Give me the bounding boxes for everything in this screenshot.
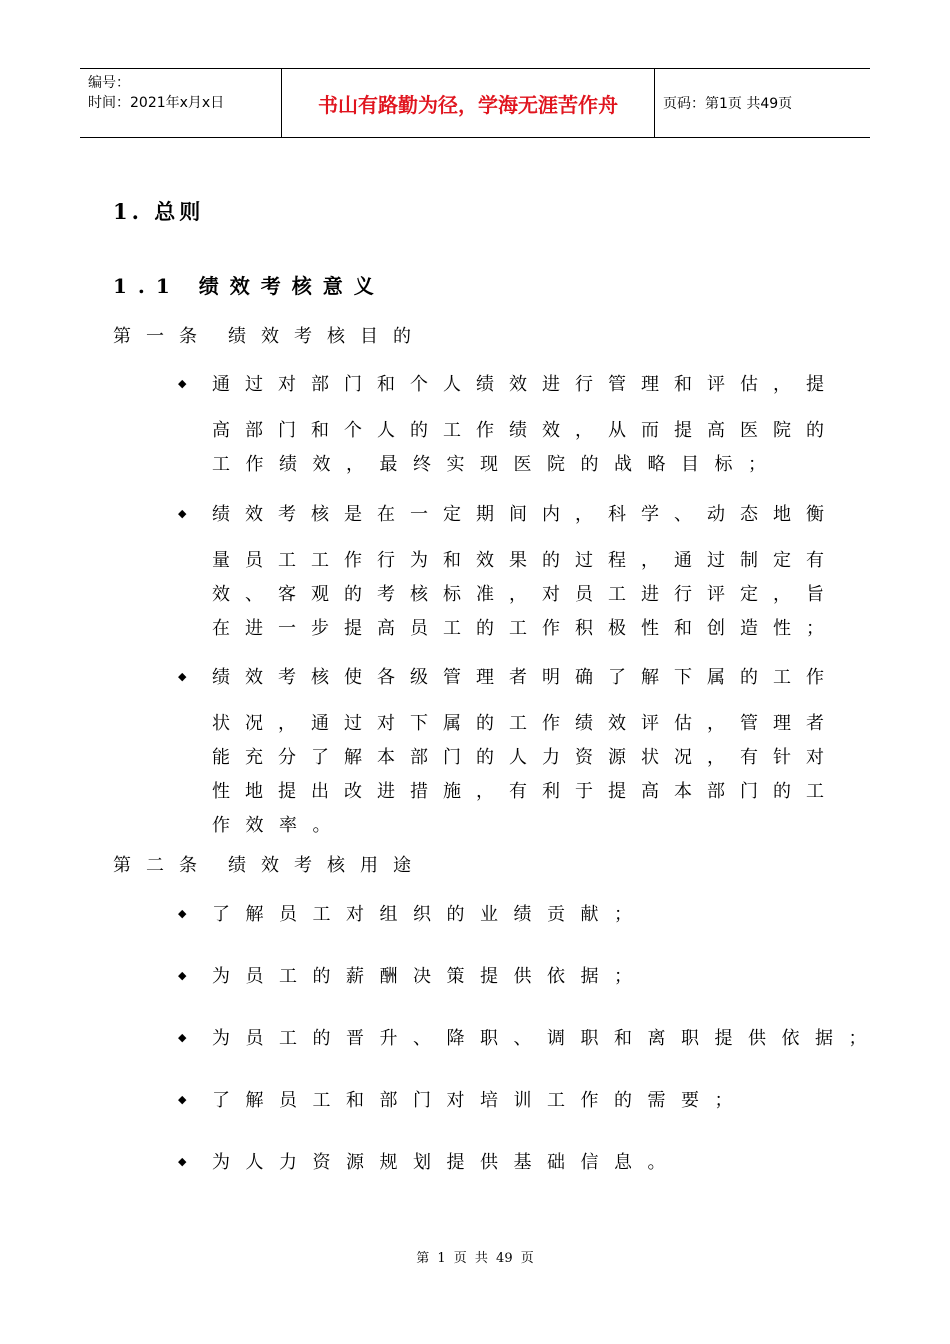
article-1-prefix: 第一条: [113, 326, 212, 347]
header-meta: [80, 69, 282, 137]
article-2-heading: [113, 851, 426, 877]
number-label: 编号：: [88, 75, 130, 91]
header-page-label: 页码：第1页 共49页: [663, 96, 793, 112]
time-label: 时间：2021年x月x日: [88, 95, 225, 111]
article-2-prefix: 第二条: [113, 855, 212, 876]
bullet-icon: ◆: [178, 969, 187, 982]
article-1-bullet-3-line-1: 绩效考核使各级管理者明确了解下属的工作: [212, 667, 824, 688]
bullet-icon: ◆: [178, 1031, 187, 1044]
section-title: 1. 总则: [113, 199, 205, 224]
bullet-icon: ◆: [178, 1093, 187, 1106]
article-1-bullet-3-line-5: 作效率。: [212, 815, 346, 836]
article-1-bullet-1-line-2: 高部门和个人的工作绩效，从而提高医院的: [212, 420, 824, 441]
article-1-bullet-3-line-3: 能充分了解本部门的人力资源状况，有针对: [212, 747, 824, 768]
article-2-bullet-4: 了解员工和部门对培训工作的需要；: [212, 1090, 748, 1111]
bullet-icon: ◆: [178, 1155, 187, 1168]
article-1-heading: [113, 322, 426, 348]
article-1-bullet-2-line-3: 效、客观的考核标准，对员工进行评定，旨: [212, 584, 824, 605]
article-2-bullet-3: 为员工的晋升、降职、调职和离职提供依据；: [212, 1028, 882, 1049]
header-motto: 书山有路勤为径，学海无涯苦作舟: [282, 69, 655, 137]
article-1-bullet-3-line-2: 状况，通过对下属的工作绩效评估，管理者: [212, 713, 824, 734]
article-1-bullet-3-line-4: 性地提出改进措施，有利于提高本部门的工: [212, 781, 824, 802]
article-2-bullet-1: 了解员工对组织的业绩贡献；: [212, 904, 648, 925]
article-1-bullet-2-line-4: 在进一步提高员工的工作积极性和创造性；: [212, 618, 824, 639]
bullet-icon: ◆: [178, 507, 187, 520]
article-1-bullet-1-line-3: 工作绩效，最终实现医院的战略目标；: [212, 454, 782, 475]
article-1-bullet-1-line-1: 通过对部门和个人绩效进行管理和评估，提: [212, 374, 824, 395]
document-header: [80, 68, 870, 138]
article-1-bullet-2-line-1: 绩效考核是在一定期间内，科学、动态地衡: [212, 504, 824, 525]
article-1-bullet-2-line-2: 量员工工作行为和效果的过程，通过制定有: [212, 550, 824, 571]
page-footer: 第 1 页 共 49 页: [416, 1251, 534, 1266]
article-2-bullet-5: 为人力资源规划提供基础信息。: [212, 1152, 681, 1173]
article-1-title: 绩效考核目的: [228, 326, 426, 347]
article-2-bullet-2: 为员工的薪酬决策提供依据；: [212, 966, 648, 987]
bullet-icon: ◆: [178, 377, 187, 390]
subsection-title: 1.1 绩效考核意义: [113, 274, 385, 298]
article-2-title: 绩效考核用途: [228, 855, 426, 876]
bullet-icon: ◆: [178, 907, 187, 920]
bullet-icon: ◆: [178, 670, 187, 683]
